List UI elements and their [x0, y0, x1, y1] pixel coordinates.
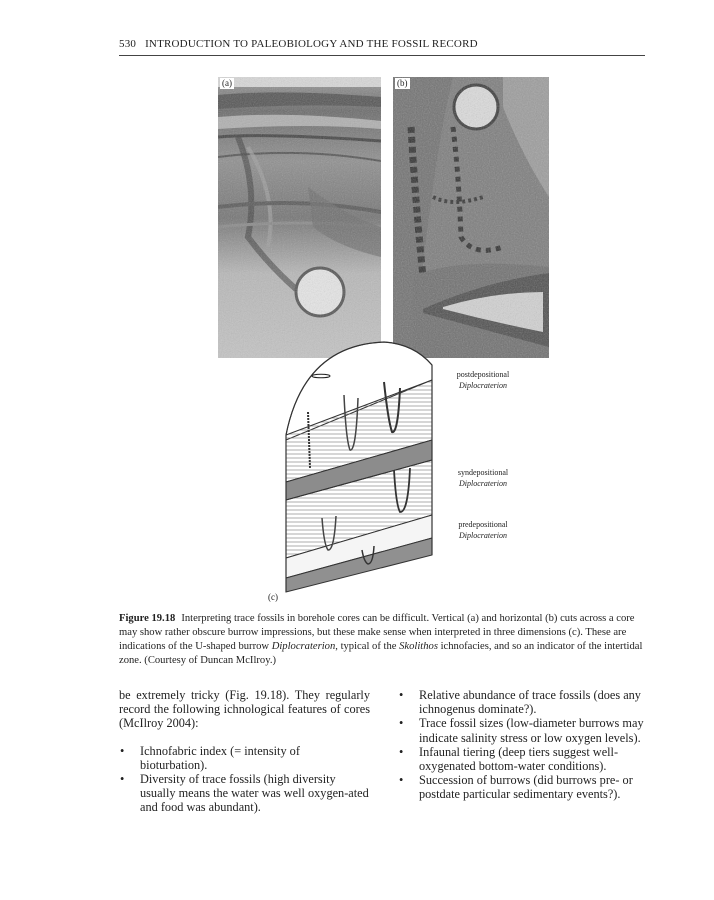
body-column-right [398, 688, 646, 802]
label-predepositional: predepositional Diplocraterion [458, 520, 508, 540]
block-diagram-c-image [264, 340, 456, 595]
list-item: • Infaunal tiering (deep tiers suggest well-oxygenated bottom-water conditions). [398, 745, 646, 773]
panel-a-label: (a) [222, 78, 232, 88]
label-syndepositional: syndepositional Diplocraterion [457, 468, 509, 488]
running-header [119, 38, 645, 56]
label-postdepositional: postdepositional Diplocraterion [456, 370, 510, 390]
block-diagram-c [264, 340, 456, 600]
panel-c-label: (c) [268, 592, 278, 602]
bullet-list-left [119, 744, 370, 815]
panel-b-label: (b) [397, 78, 408, 88]
list-item: • Ichnofabric index (= intensity of bioturbation). [119, 744, 370, 772]
list-item: • Relative abundance of trace fossils (does any ichnogenus dominate?). [398, 688, 646, 716]
core-photo-b [393, 77, 549, 358]
core-photo-b-image [393, 77, 549, 358]
list-item: • Trace fossil sizes (low-diameter burrows may indicate salinity stress or low oxygen levels). [398, 716, 646, 744]
list-item: • Succession of burrows (did burrows pre- or postdate particular sedimentary events?). [398, 773, 646, 801]
body-column-left [119, 688, 370, 815]
figure-caption: Figure 19.18 Interpreting trace fossils in borehole cores can be difficult. Vertical (a) and horizontal (b) cuts across a core may show rather obscure burrow impressions, but these make sense when interpreted in three dimensions (c). These are indications of the U-shaped burrow Diplocraterion, typical of the Skolithos ichnofacies, and so an indicator of the intertidal zone. (Courtesy of Duncan McIlroy.) [119, 613, 643, 666]
core-photo-a-image [218, 77, 381, 358]
page-number: 530 [119, 38, 137, 50]
bullet-list-right [398, 688, 646, 802]
core-photo-a [218, 77, 381, 358]
body-paragraph: be extremely tricky (Fig. 19.18). They regularly record the following ichnological features of cores (McIlroy 2004): [119, 688, 370, 731]
caption-label: Figure 19.18 [119, 613, 176, 624]
list-item: • Diversity of trace fossils (high diversity usually means the water was well oxygen-ated and food was abundant). [119, 772, 370, 815]
running-title: INTRODUCTION TO PALEOBIOLOGY AND THE FOSSIL RECORD [145, 38, 478, 50]
